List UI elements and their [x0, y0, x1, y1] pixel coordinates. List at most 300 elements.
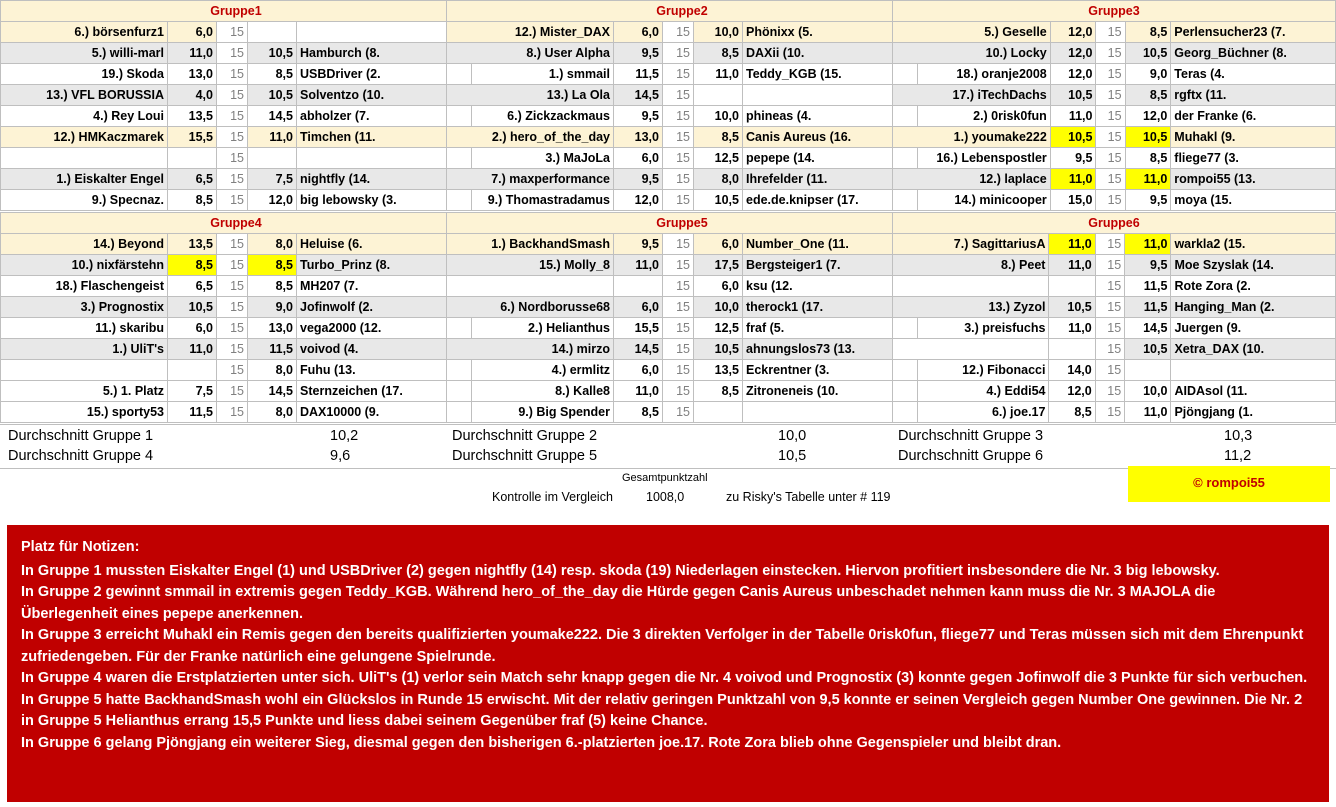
- player-right-points: 10,5: [1125, 339, 1171, 360]
- notes-paragraph-2: In Gruppe 2 gewinnt smmail in extremis gegen Teddy_KGB. Während hero_of_the_day die Hürde gegen Canis Aureus unbeschadet nehmen kann muss die Nr. 3 MAJOLA die Überlegenheit eines pepepe anerkennen.: [21, 584, 1216, 622]
- player-right-points: 9,0: [248, 297, 297, 318]
- player-right-points: 10,5: [1125, 43, 1171, 64]
- player-right-points: 8,5: [248, 255, 297, 276]
- player-left-name: 9.) Big Spender: [447, 402, 614, 423]
- player-right-name: Teddy_KGB (15.: [743, 64, 918, 85]
- player-left-name: 5.) willi-marl: [1, 43, 168, 64]
- round-number: 15: [1096, 127, 1125, 148]
- player-left-points: 12,0: [1050, 43, 1096, 64]
- player-right-name: fraf (5.: [743, 318, 918, 339]
- table-row: [1, 106, 472, 127]
- table-row: [893, 148, 1336, 169]
- player-left-points: 6,0: [168, 22, 217, 43]
- round-number: 15: [217, 234, 248, 255]
- player-right-points: 6,0: [694, 234, 743, 255]
- player-right-name: USBDriver (2.: [297, 64, 472, 85]
- table-row: [893, 255, 1336, 276]
- player-right-name: Heluise (6.: [297, 234, 472, 255]
- group-title: Gruppe3: [893, 1, 1336, 22]
- player-left-name: 1.) smmail: [447, 64, 614, 85]
- player-right-points: 9,5: [1125, 190, 1171, 211]
- player-left-points: 14,5: [614, 339, 663, 360]
- group-title: Gruppe6: [893, 213, 1336, 234]
- player-left-name: 3.) preisfuchs: [893, 318, 1049, 339]
- table-row: [893, 127, 1336, 148]
- player-left-name: 4.) Rey Loui: [1, 106, 168, 127]
- gesamtpunktzahl-label: Gesamtpunktzahl: [622, 472, 708, 484]
- player-right-points: 10,0: [694, 22, 743, 43]
- player-right-name: phineas (4.: [743, 106, 918, 127]
- player-left-points: 10,5: [168, 297, 217, 318]
- player-left-name: 8.) Peet: [893, 255, 1049, 276]
- player-left-name: 1.) UliT's: [1, 339, 168, 360]
- round-number: 15: [1096, 148, 1125, 169]
- avg-label-5: Durchschnitt Gruppe 5: [452, 448, 598, 464]
- round-number: 15: [217, 169, 248, 190]
- player-right-points: 8,5: [248, 64, 297, 85]
- player-left-points: [168, 360, 217, 381]
- round-number: 15: [217, 339, 248, 360]
- player-left-name: 1.) BackhandSmash: [447, 234, 614, 255]
- round-number: 15: [217, 297, 248, 318]
- player-right-name: MH207 (7.: [297, 276, 472, 297]
- player-right-name: big lebowsky (3.: [297, 190, 472, 211]
- player-right-points: 12,0: [1125, 106, 1171, 127]
- avg-label-3: Durchschnitt Gruppe 3: [898, 428, 1044, 444]
- notes-paragraph-6: In Gruppe 6 gelang Pjöngjang ein weiterer Sieg, diesmal gegen den bisherigen 6.-platzierten joe.17. Rote Zora blieb ohne Gegenspieler und bleibt dran.: [21, 734, 1062, 751]
- player-left-name: 12.) Fibonacci: [893, 360, 1049, 381]
- round-number: 15: [663, 106, 694, 127]
- table-row: [893, 169, 1336, 190]
- table-row: [1, 190, 472, 211]
- round-number: 15: [1095, 255, 1124, 276]
- round-number: 15: [663, 360, 694, 381]
- player-left-name: 5.) 1. Platz: [1, 381, 168, 402]
- player-left-name: 13.) Zyzol: [893, 297, 1049, 318]
- player-left-points: 8,5: [1049, 402, 1095, 423]
- player-right-name: Eckrentner (3.: [743, 360, 918, 381]
- player-left-points: 12,0: [1050, 22, 1096, 43]
- player-left-points: 6,0: [614, 22, 663, 43]
- table-row: [1, 276, 472, 297]
- player-left-name: 6.) joe.17: [893, 402, 1049, 423]
- round-number: 15: [663, 255, 694, 276]
- player-left-points: 11,0: [614, 381, 663, 402]
- table-row: [447, 22, 918, 43]
- player-left-points: 11,0: [1050, 106, 1096, 127]
- table-row: [1, 22, 472, 43]
- player-right-name: pepepe (14.: [743, 148, 918, 169]
- round-number: 15: [217, 402, 248, 423]
- round-number: 15: [1096, 85, 1125, 106]
- table-row: [893, 190, 1336, 211]
- group-title: Gruppe1: [1, 1, 472, 22]
- player-right-name: Rote Zora (2.: [1171, 276, 1336, 297]
- table-row: [1, 64, 472, 85]
- player-right-points: [248, 148, 297, 169]
- round-number: 15: [217, 276, 248, 297]
- player-right-points: 8,5: [694, 381, 743, 402]
- player-left-points: 13,5: [168, 234, 217, 255]
- group-block-3: [892, 0, 1336, 211]
- player-right-points: 13,5: [694, 360, 743, 381]
- table-row: [447, 276, 918, 297]
- table-row: [893, 85, 1336, 106]
- player-right-points: 11,0: [248, 127, 297, 148]
- player-left-points: [614, 276, 663, 297]
- player-right-points: [248, 22, 297, 43]
- player-left-name: 15.) sporty53: [1, 402, 168, 423]
- group-table: [446, 0, 918, 211]
- player-left-points: 12,0: [1050, 64, 1096, 85]
- round-number: 15: [1095, 381, 1124, 402]
- player-left-points: 9,5: [614, 169, 663, 190]
- player-right-name: voivod (4.: [297, 339, 472, 360]
- player-left-points: 11,0: [168, 43, 217, 64]
- table-row: [893, 402, 1336, 423]
- player-left-points: 15,5: [614, 318, 663, 339]
- group-table: [892, 212, 1336, 423]
- table-row: [1, 297, 472, 318]
- avg-label-6: Durchschnitt Gruppe 6: [898, 448, 1044, 464]
- player-left-name: 14.) minicooper: [893, 190, 1051, 211]
- player-left-name: 13.) VFL BORUSSIA: [1, 85, 168, 106]
- table-row: [447, 148, 918, 169]
- player-left-name: 12.) Mister_DAX: [447, 22, 614, 43]
- player-right-points: 11,0: [1125, 402, 1171, 423]
- player-right-points: 10,5: [694, 339, 743, 360]
- group-table: [446, 212, 918, 423]
- player-left-name: 17.) iTechDachs: [893, 85, 1051, 106]
- player-left-points: 9,5: [614, 234, 663, 255]
- player-left-points: 14,5: [614, 85, 663, 106]
- player-right-points: 12,5: [694, 148, 743, 169]
- player-left-points: 6,0: [614, 148, 663, 169]
- round-number: 15: [1096, 106, 1125, 127]
- player-right-name: Juergen (9.: [1171, 318, 1336, 339]
- player-left-points: 9,5: [1050, 148, 1096, 169]
- avg-label-4: Durchschnitt Gruppe 4: [8, 448, 154, 464]
- round-number: 15: [663, 276, 694, 297]
- player-left-points: 13,5: [168, 106, 217, 127]
- player-left-name: 14.) Beyond: [1, 234, 168, 255]
- table-row: [893, 64, 1336, 85]
- player-right-points: 10,5: [248, 43, 297, 64]
- player-right-name: Pjöngjang (1.: [1171, 402, 1336, 423]
- player-right-points: 11,5: [1125, 297, 1171, 318]
- player-right-name: DAX10000 (9.: [297, 402, 472, 423]
- player-right-points: 8,0: [248, 402, 297, 423]
- player-right-name: Sternzeichen (17.: [297, 381, 472, 402]
- table-row: [1, 402, 472, 423]
- table-row: [447, 255, 918, 276]
- round-number: 15: [217, 148, 248, 169]
- player-left-name: 11.) skaribu: [1, 318, 168, 339]
- group-table: [0, 212, 472, 423]
- player-right-name: Hamburch (8.: [297, 43, 472, 64]
- player-left-points: 11,5: [614, 64, 663, 85]
- table-row: [893, 318, 1336, 339]
- player-left-name: 16.) Lebenspostler: [893, 148, 1051, 169]
- table-row: [1, 255, 472, 276]
- player-right-name: Timchen (11.: [297, 127, 472, 148]
- player-right-name: Jofinwolf (2.: [297, 297, 472, 318]
- table-row: [893, 43, 1336, 64]
- player-right-points: 8,5: [694, 43, 743, 64]
- table-row: [447, 360, 918, 381]
- notes-title: Platz für Notizen:: [21, 539, 140, 555]
- round-number: 15: [663, 22, 694, 43]
- player-right-points: 11,5: [248, 339, 297, 360]
- player-right-points: 8,5: [1125, 22, 1171, 43]
- avg-value-5: 10,5: [778, 448, 807, 464]
- player-left-name: 8.) User Alpha: [447, 43, 614, 64]
- player-right-name: therock1 (17.: [743, 297, 918, 318]
- group-block-5: [446, 212, 918, 423]
- player-right-points: 12,0: [248, 190, 297, 211]
- reference-text: zu Risky's Tabelle unter # 119: [726, 490, 891, 504]
- player-right-name: ksu (12.: [743, 276, 918, 297]
- player-right-name: Bergsteiger1 (7.: [743, 255, 918, 276]
- player-left-points: 6,0: [614, 297, 663, 318]
- table-row: [893, 276, 1336, 297]
- player-right-name: Xetra_DAX (10.: [1171, 339, 1336, 360]
- player-left-points: 14,0: [1049, 360, 1095, 381]
- player-right-name: AIDAsol (11.: [1171, 381, 1336, 402]
- player-left-name: 4.) Eddi54: [893, 381, 1049, 402]
- notes-paragraph-5: In Gruppe 5 hatte BackhandSmash wohl ein Glückslos in Runde 15 erwischt. Mit der relativ geringen Punktzahl von 9,5 konnte er seinen Vergleich gegen Number One gewinnen. Die Nr. 2 in Gruppe 5 Helianthus errang 15,5 Punkte und liess dabei seinem Gegenüber fraf (5) keine Chance.: [21, 691, 1303, 729]
- table-row: [893, 106, 1336, 127]
- round-number: 15: [663, 169, 694, 190]
- player-right-points: 11,0: [694, 64, 743, 85]
- gesamt-value: 1008,0: [646, 490, 685, 504]
- table-row: [1, 127, 472, 148]
- round-number: 15: [1096, 169, 1125, 190]
- table-row: [893, 360, 1336, 381]
- player-right-name: rgftx (11.: [1171, 85, 1336, 106]
- player-right-points: 10,0: [694, 106, 743, 127]
- player-left-points: 13,0: [168, 64, 217, 85]
- player-right-name: Hanging_Man (2.: [1171, 297, 1336, 318]
- round-number: 15: [1096, 64, 1125, 85]
- player-right-name: der Franke (6.: [1171, 106, 1336, 127]
- round-number: 15: [1096, 43, 1125, 64]
- table-row: [1, 339, 472, 360]
- round-number: 15: [1095, 339, 1124, 360]
- player-right-name: Canis Aureus (16.: [743, 127, 918, 148]
- player-left-name: 2.) Helianthus: [447, 318, 614, 339]
- round-number: 15: [1095, 276, 1124, 297]
- player-left-points: 12,0: [614, 190, 663, 211]
- player-left-points: 15,5: [168, 127, 217, 148]
- player-right-name: [1171, 360, 1336, 381]
- player-left-points: [168, 148, 217, 169]
- player-left-name: 4.) ermlitz: [447, 360, 614, 381]
- player-left-name: 8.) Kalle8: [447, 381, 614, 402]
- group-block-4: [0, 212, 472, 423]
- notes-paragraph-4: In Gruppe 4 waren die Erstplatzierten unter sich. UliT's (1) verlor sein Match sehr knapp gegen die Nr. 4 voivod und Prognostix (3) konnte gegen Jofinwolf die 3 Punkte für sich verbuchen.: [21, 670, 1308, 686]
- round-number: 15: [663, 381, 694, 402]
- player-right-points: 8,5: [248, 276, 297, 297]
- round-number: 15: [663, 64, 694, 85]
- player-right-name: Fuhu (13.: [297, 360, 472, 381]
- table-row: [1, 43, 472, 64]
- avg-value-3: 10,3: [1224, 428, 1253, 444]
- avg-label-1: Durchschnitt Gruppe 1: [8, 428, 154, 444]
- player-right-points: 14,5: [248, 106, 297, 127]
- player-left-name: [1, 360, 168, 381]
- player-right-name: Teras (4.: [1171, 64, 1336, 85]
- table-row: [1, 85, 472, 106]
- round-number: 15: [663, 234, 694, 255]
- table-row: [447, 339, 918, 360]
- player-right-name: Turbo_Prinz (8.: [297, 255, 472, 276]
- group-title: Gruppe4: [1, 213, 472, 234]
- table-row: [1, 360, 472, 381]
- copyright-badge: © rompoi55: [1128, 466, 1330, 502]
- round-number: 15: [663, 318, 694, 339]
- player-left-points: 9,5: [614, 43, 663, 64]
- round-number: 15: [217, 255, 248, 276]
- player-right-points: 10,5: [248, 85, 297, 106]
- group-table: [0, 0, 472, 211]
- round-number: 15: [217, 64, 248, 85]
- player-left-name: 9.) Thomastradamus: [447, 190, 614, 211]
- round-number: 15: [1096, 22, 1125, 43]
- player-left-points: 12,0: [1049, 381, 1095, 402]
- player-left-name: [447, 276, 614, 297]
- table-row: [447, 106, 918, 127]
- group-title: Gruppe5: [447, 213, 918, 234]
- table-row: [893, 234, 1336, 255]
- player-left-points: 13,0: [614, 127, 663, 148]
- round-number: 15: [663, 43, 694, 64]
- player-right-name: abholzer (7.: [297, 106, 472, 127]
- round-number: 15: [663, 190, 694, 211]
- player-right-points: [1125, 360, 1171, 381]
- player-left-points: 6,5: [168, 276, 217, 297]
- avg-label-2: Durchschnitt Gruppe 2: [452, 428, 598, 444]
- round-number: 15: [1095, 318, 1124, 339]
- player-right-points: 10,0: [694, 297, 743, 318]
- player-left-points: 11,0: [168, 339, 217, 360]
- player-left-points: 10,5: [1050, 127, 1096, 148]
- round-number: 15: [217, 360, 248, 381]
- player-left-name: 12.) laplace: [893, 169, 1051, 190]
- round-number: 15: [217, 318, 248, 339]
- player-right-points: 8,0: [694, 169, 743, 190]
- round-number: 15: [1095, 360, 1124, 381]
- group-block-6: [892, 212, 1336, 423]
- round-number: 15: [663, 402, 694, 423]
- table-row: [893, 381, 1336, 402]
- player-right-name: nightfly (14.: [297, 169, 472, 190]
- player-right-points: 6,0: [694, 276, 743, 297]
- player-right-name: moya (15.: [1171, 190, 1336, 211]
- player-left-name: 3.) MaJoLa: [447, 148, 614, 169]
- player-right-points: 9,0: [1125, 64, 1171, 85]
- avg-value-1: 10,2: [330, 428, 359, 444]
- player-left-points: 9,5: [614, 106, 663, 127]
- player-right-points: 10,5: [1125, 127, 1171, 148]
- player-right-points: 14,5: [248, 381, 297, 402]
- round-number: 15: [217, 22, 248, 43]
- player-right-points: 9,5: [1125, 255, 1171, 276]
- round-number: 15: [663, 127, 694, 148]
- player-left-name: 3.) Prognostix: [1, 297, 168, 318]
- player-left-points: [1049, 339, 1095, 360]
- table-row: [447, 190, 918, 211]
- table-row: [447, 234, 918, 255]
- player-left-points: 11,0: [1049, 318, 1095, 339]
- player-right-name: Ihrefelder (11.: [743, 169, 918, 190]
- table-row: [447, 43, 918, 64]
- player-left-points: 8,5: [168, 255, 217, 276]
- table-row: [447, 169, 918, 190]
- player-right-name: ahnungslos73 (13.: [743, 339, 918, 360]
- player-left-name: 7.) SagittariusA: [893, 234, 1049, 255]
- player-right-points: 8,5: [1125, 148, 1171, 169]
- player-right-name: Solventzo (10.: [297, 85, 472, 106]
- player-left-points: 15,0: [1050, 190, 1096, 211]
- player-left-name: 9.) Specnaz.: [1, 190, 168, 211]
- player-left-points: 6,0: [614, 360, 663, 381]
- round-number: 15: [1095, 234, 1124, 255]
- table-row: [447, 127, 918, 148]
- player-left-name: [1, 148, 168, 169]
- player-left-name: [893, 339, 1049, 360]
- player-left-points: 11,0: [614, 255, 663, 276]
- round-number: 15: [663, 339, 694, 360]
- player-left-name: 19.) Skoda: [1, 64, 168, 85]
- player-right-name: ede.de.knipser (17.: [743, 190, 918, 211]
- player-right-name: Zitroneneis (10.: [743, 381, 918, 402]
- player-right-points: 8,0: [248, 234, 297, 255]
- player-right-points: [694, 85, 743, 106]
- round-number: 15: [1095, 297, 1124, 318]
- player-right-name: Muhakl (9.: [1171, 127, 1336, 148]
- round-number: 15: [217, 43, 248, 64]
- player-left-points: 11,0: [1049, 255, 1095, 276]
- player-left-name: 1.) Eiskalter Engel: [1, 169, 168, 190]
- player-left-name: 6.) börsenfurz1: [1, 22, 168, 43]
- player-right-name: warkla2 (15.: [1171, 234, 1336, 255]
- player-right-points: 8,5: [694, 127, 743, 148]
- kontrolle-label: Kontrolle im Vergleich: [492, 490, 613, 504]
- avg-value-2: 10,0: [778, 428, 807, 444]
- player-left-name: 10.) Locky: [893, 43, 1051, 64]
- player-right-points: 17,5: [694, 255, 743, 276]
- round-number: 15: [663, 297, 694, 318]
- round-number: 15: [663, 148, 694, 169]
- player-left-points: [1049, 276, 1095, 297]
- table-row: [447, 85, 918, 106]
- avg-value-6: 11,2: [1224, 448, 1252, 464]
- player-right-points: 11,0: [1125, 169, 1171, 190]
- player-right-points: 11,0: [1125, 234, 1171, 255]
- player-left-points: 8,5: [168, 190, 217, 211]
- group-block-2: [446, 0, 918, 211]
- player-left-points: 10,5: [1050, 85, 1096, 106]
- player-left-name: 7.) maxperformance: [447, 169, 614, 190]
- player-right-name: Phönixx (5.: [743, 22, 918, 43]
- player-right-points: 13,0: [248, 318, 297, 339]
- round-number: 15: [217, 127, 248, 148]
- player-left-name: 1.) youmake222: [893, 127, 1051, 148]
- player-right-points: 7,5: [248, 169, 297, 190]
- table-row: [893, 297, 1336, 318]
- avg-value-4: 9,6: [330, 448, 351, 464]
